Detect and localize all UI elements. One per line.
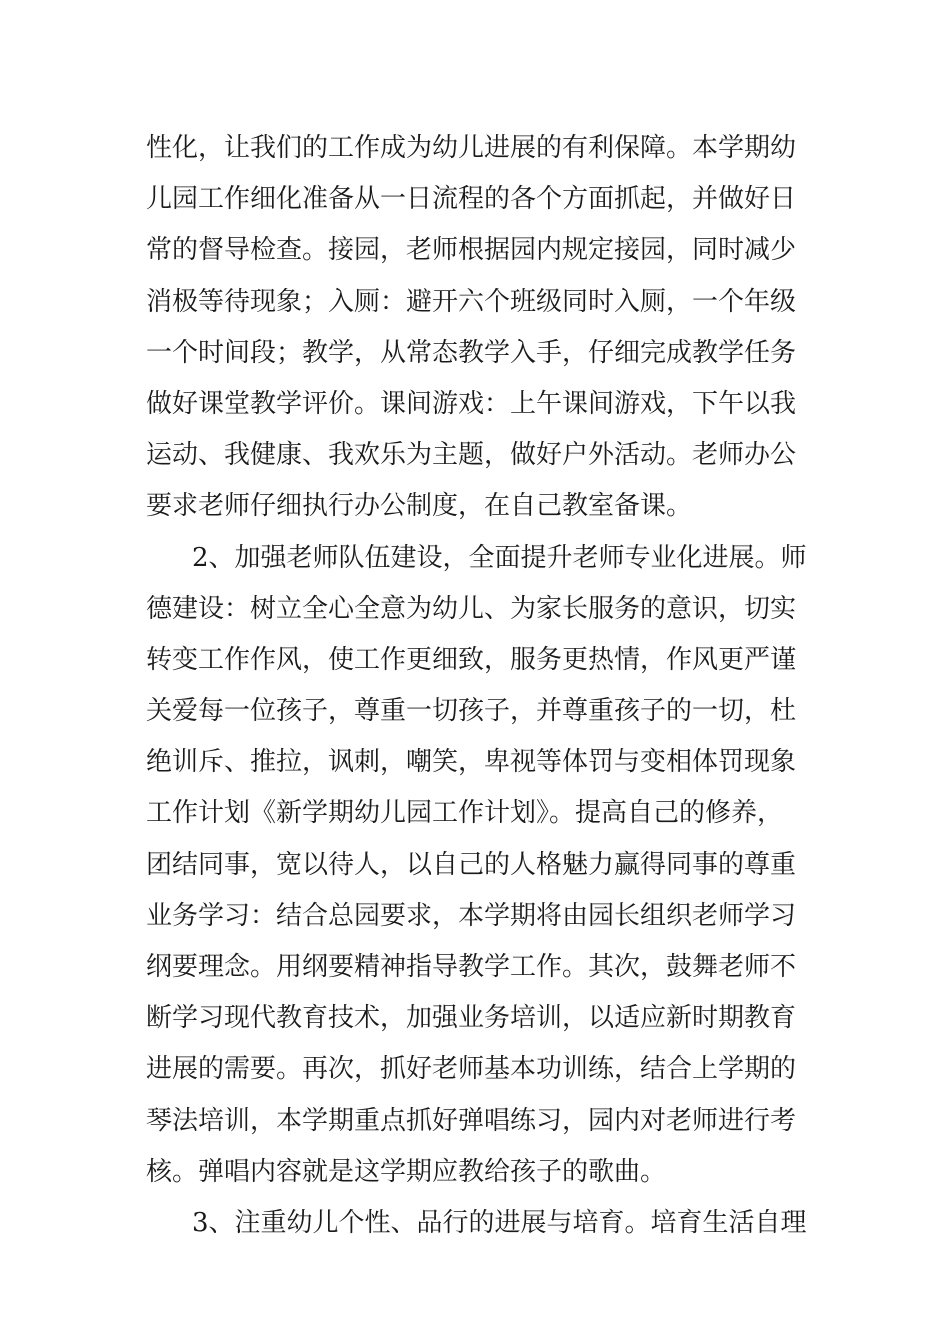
text-line: 性化，让我们的工作成为幼儿进展的有利保障。本学期幼 (146, 133, 797, 163)
paragraph-first-line: 3、注重幼儿个性、品行的进展与培育。培育生活自理 (192, 1207, 807, 1238)
text-line: 一个时间段；教学，从常态教学入手，仔细完成教学任务 (146, 337, 797, 368)
text-line: 消极等待现象；入厕：避开六个班级同时入厕，一个年级 (146, 286, 797, 317)
text-line: 要求老师仔细执行办公制度，在自己教室备课。 (146, 491, 693, 522)
text-line: 进展的需要。再次，抓好老师基本功训练，结合上学期的 (146, 1054, 797, 1085)
text-line: 做好课堂教学评价。课间游戏：上午课间游戏，下午以我 (146, 388, 797, 419)
text-line: 转变工作作风，使工作更细致，服务更热情，作风更严谨 (146, 644, 797, 675)
text-line: 团结同事，宽以待人，以自己的人格魅力赢得同事的尊重 (146, 849, 797, 880)
paragraph-first-line: 2、加强老师队伍建设，全面提升老师专业化进展。师 (192, 542, 807, 573)
text-line: 绝训斥、推拉，讽刺，嘲笑，卑视等体罚与变相体罚现象 (146, 747, 797, 778)
text-line: 业务学习：结合总园要求，本学期将由园长组织老师学习 (146, 900, 797, 931)
text-line: 琴法培训，本学期重点抓好弹唱练习，园内对老师进行考 (146, 1105, 797, 1136)
text-line: 断学习现代教育技术，加强业务培训，以适应新时期教育 (146, 1003, 797, 1034)
body-text (146, 123, 816, 1249)
text-line: 纲要理念。用纲要精神指导教学工作。其次，鼓舞老师不 (146, 952, 797, 982)
text-line: 儿园工作细化准备从一日流程的各个方面抓起，并做好日 (146, 184, 797, 215)
text-line: 德建设：树立全心全意为幼儿、为家长服务的意识，切实 (146, 593, 797, 624)
text-line: 工作计划《新学期幼儿园工作计划》。提高自己的修养， (146, 798, 784, 829)
text-line: 核。弹唱内容就是这学期应教给孩子的歌曲。 (146, 1156, 667, 1187)
text-line: 关爱每一位孩子，尊重一切孩子，并尊重孩子的一切，杜 (146, 696, 797, 727)
text-line: 常的督导检查。接园，老师根据园内规定接园，同时减少 (146, 235, 797, 266)
text-line: 运动、我健康、我欢乐为主题，做好户外活动。老师办公 (146, 440, 797, 471)
